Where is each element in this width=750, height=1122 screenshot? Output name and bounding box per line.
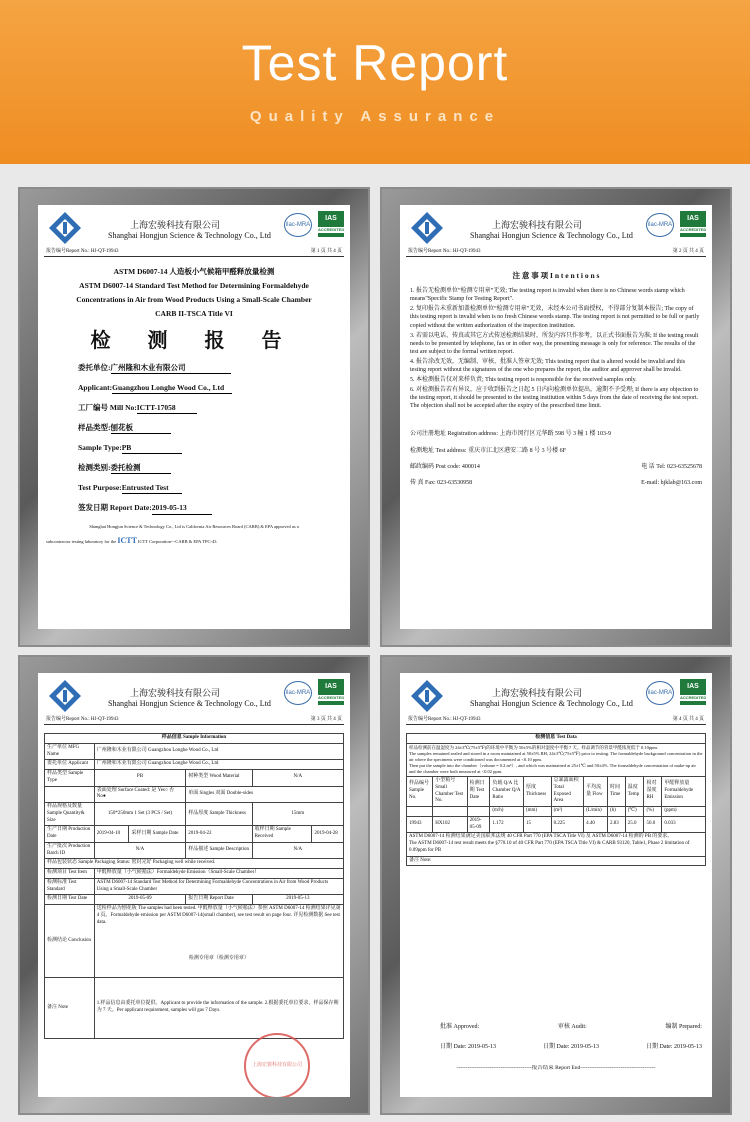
sample-type-en: PB bbox=[122, 443, 182, 454]
report-number: 报告编号Report No.: HJ-QT-19943 bbox=[408, 717, 481, 722]
report-page-4[interactable] bbox=[380, 655, 732, 1115]
client-cn: 广州隆和木业有限公司 bbox=[111, 363, 231, 374]
carb-note-2: subcontractor testing laboratory for the ICTT ICTT Corporation---CARB & EPA TPC-43 bbox=[46, 535, 217, 545]
mill-no: ICTT-17058 bbox=[137, 403, 197, 414]
title-en-3: CARB II-TSCA Title VI bbox=[155, 309, 233, 319]
test-data-note: 备注 Note: bbox=[407, 856, 706, 866]
ilac-mra-logo: ilac-MRA bbox=[284, 681, 312, 705]
registration-address: 公司注册地址 Registration address: 上海市闵行区元华路 598 号 3 幢 1 楼 103-9 bbox=[410, 431, 611, 438]
ias-accredited-logo: IAS ACCREDITED bbox=[318, 211, 344, 237]
intentions-heading: 注 意 事 项 I n t e n t i o n s bbox=[512, 271, 600, 280]
telephone: 电 话 Tel: 023-63525678 bbox=[641, 463, 702, 470]
banner-subtitle: Quality Assurance bbox=[249, 108, 501, 125]
page-number: 第 1 页 共 4 页 bbox=[310, 249, 342, 254]
company-logo-icon bbox=[48, 211, 82, 245]
sample-info-heading: 样品信息 Sample Information bbox=[45, 734, 344, 744]
ilac-mra-logo: ilac-MRA bbox=[284, 213, 312, 237]
report-date: 2019-05-13 bbox=[152, 503, 212, 514]
report-number: 报告编号Report No.: HJ-QT-19943 bbox=[46, 249, 119, 254]
ilac-mra-logo: ilac-MRA bbox=[646, 681, 674, 705]
page-number: 第 2 页 共 4 页 bbox=[672, 249, 704, 254]
report-number: 报告编号Report No.: HJ-QT-19943 bbox=[46, 717, 119, 722]
report-heading: 检 测 报 告 bbox=[90, 329, 298, 352]
company-name-cn: 上海宏骏科技有限公司 bbox=[130, 688, 221, 698]
signature-block: 批准 Approved: 审核 Audit: 编制 Prepared: 日期 Date: 2019-05-13 日期 Date: 2019-05-13 日期 Date: 2019-05-13 bbox=[440, 1024, 702, 1051]
report-page-2[interactable] bbox=[380, 187, 732, 647]
carb-note: Shanghai Hongjun Science & Technology Co., Ltd is California Air Resources Board (CARB) & EPA approved as a bbox=[89, 523, 299, 529]
intentions-list: 1. 报告无检测单位“检测专用章”无效; The testing report is invalid when there is no Chinese words stamp which means"Specific Stamp for Testing Report". 2. 复印报告未重新加盖检测单位“检测专用章”无效，未经本公司书面授权，不得部分复制本报告; The copy of this testing report is invalid when is no fresh Chinese words stamp. The testing report is not permitted to be full or partly copied without the written authorization of the inspection institution. 3. 若需以电话、传真或其它方式传送检测结果时，所发内容只作参考，以正式书面报告为准; If the testing result needs to be presented by telephone, fax or in other way, the presenting message is only for reference. The results of the test are subject to the formal written report. 4. 报告涂改无效，无编制、审核、批准人签章无效; This testing report that is altered would be invalid and this testing report without the signatures of the one who prepares the report, the auditor and approver shall be invalid. 5. 本检测报告仅对来样负责; This testing report is responsible for the received samples only. 6. 对检测报告若有异议，应于收到报告之日起 5 日内向检测单位提出，逾期不予受理; If there is any objection to the testing report, it should be presented to the testing institution within 5 days from the date of receiving the test report. The objection shall not be accepted after the expiry of the prescribed time limit. bbox=[410, 288, 700, 410]
test-address: 检测地址 Test address: 重庆市江北区港安二路 8 号 3 号楼 6F bbox=[410, 447, 566, 454]
testing-seal-stamp: 上海宏骏科技有限公司 bbox=[244, 1033, 310, 1097]
company-logo-icon bbox=[410, 211, 444, 245]
title-en-1: ASTM D6007-14 Standard Test Method for Determining Formaldehyde bbox=[79, 281, 309, 291]
test-purpose-en: Entrusted Test bbox=[122, 483, 182, 494]
test-type-cn: 委托检测 bbox=[111, 463, 171, 474]
table-row: 19943 HX102 2019-05-09 1.172 15 0.225 4.40 2.83 25.0 50.0 0.033 bbox=[407, 816, 706, 833]
report-page-1[interactable]: 上海宏骏科技有限公司 Shanghai Hongjun Science & Technology Co., Ltd ilac-MRA IAS ACCREDITED 报告编号Report No.: HJ-QT-19943 第 1 页 共 4 页 ASTM D6007-14 人造板小气候箱甲醛释放量检测 ASTM D6007-14 Standard Test Method for Determining Formaldehyde Concentrations in Air from Wood Products Using a Small-Scale Chamber CARB II-TSCA Title VI 检 测 报 告 委托单位:广州隆和木业有限公司 Applicant:Guangzhou Longhe Wood Co., Ltd 工厂编号 Mill No:ICTT-17058 样品类型:刨花板 Sample Type:PB 检测类别:委托检测 Test Purpose:Entrusted Test 签发日期 Report Date:2019-05-13 Shanghai Hongjun Science & Technology Co., Ltd is California Air Resources Board (CARB) & EPA approved as a subcontractor testing laboratory for the ICTT ICTT Corporation---CARB & EPA TPC-43 bbox=[18, 187, 370, 647]
ilac-mra-logo: ilac-MRA bbox=[646, 213, 674, 237]
sample-info-table: 样品信息 Sample Information 生产单位 MFG Name 广州隆和木业有限公司 Guangzhou Longhe Wood Co., Ltd 委托单位 Applicant 广州隆和木业有限公司 Guangzhou Longhe Wood Co., Ltd 样品类型 Sample Type PB 树种类型 Wood Material N/A 表面处理 Surface Coated: 是 Yes○ 否 No● 单面 Singles 双面 Double-sides 样品规格及数量 Sample Quantity& Size 150*250mm 1 Set (3 PCS / Set) 样品厚度 Sample Thickness 15mm 生产日期 Production Date 2019-04-10 采样日期 Sample Date 2019-04-22 收样日期 Sample Received 2019-04-28 生产批次 Production Batch ID N/A 样品描述 Sample Description N/A 样品包装状态 Sample Packaging Status: 密封完好 Packaging well while received. 检测项目 Test Item 甲醛释放量（小气候箱法）Formaldehyde Emission（Small-Scale Chamber） 检测标准 Test Standard ASTM D6007-14 Standard Test Method for Determining Formaldehyde Concentrations in Air from Wood Products Using a Small-Scale Chamber 检测日期 Test Date 2019-05-09 报告日期 Report Date 2019-05-13 检测结论 Conclusion 送检样品为刨花板 The samples had been tested. 甲醛释放量（小气候箱法）参照 ASTM D6007-14 检测结果详见第 4 页。Formaldehyde emission per ASTM D6007-14(small chamber), see test result on page four. 详见检测数据 See test data. 检测专用章（检测专用章） 备注 Note 1.样品信息由委托单位提供。Applicant to provide the information of the sample. 2.根据委托单位要求，样品保存期为 7 天。Per applicant requirement, samples will gas 7 Days. bbox=[44, 733, 344, 1039]
sample-type-cn: 刨花板 bbox=[111, 423, 171, 434]
company-logo-icon bbox=[48, 679, 82, 713]
email[interactable]: E-mail: hjklab@163.com bbox=[641, 479, 702, 486]
company-name-cn: 上海宏骏科技有限公司 bbox=[492, 220, 583, 230]
test-data-heading: 检测信息 Test Data bbox=[407, 734, 706, 744]
client-en: Guangzhou Longhe Wood Co., Ltd bbox=[112, 383, 232, 394]
title-en-2: Concentrations in Air from Wood Products Using a Small-Scale Chamber bbox=[76, 295, 312, 305]
banner-title: Test Report bbox=[241, 35, 509, 91]
report-number: 报告编号Report No.: HJ-QT-19943 bbox=[408, 249, 481, 254]
ias-accredited-logo: IAS ACCREDITED bbox=[680, 211, 706, 237]
page-number: 第 4 页 共 4 页 bbox=[672, 717, 704, 722]
post-code: 邮政编码 Post code: 400014 bbox=[410, 463, 480, 470]
company-name-en: Shanghai Hongjun Science & Technology Co., Ltd bbox=[108, 231, 271, 240]
company-name-cn: 上海宏骏科技有限公司 bbox=[130, 220, 221, 230]
report-end: -----------------------------------------报告结束 Report End----------------------------------------- bbox=[456, 1065, 656, 1071]
company-name-en: Shanghai Hongjun Science & Technology Co., Ltd bbox=[470, 231, 633, 240]
company-name-en: Shanghai Hongjun Science & Technology Co., Ltd bbox=[108, 699, 271, 708]
company-name-en: Shanghai Hongjun Science & Technology Co., Ltd bbox=[470, 699, 633, 708]
page-number: 第 3 页 共 4 页 bbox=[310, 717, 342, 722]
test-data-table: 检测信息 Test Data 样品检测前在温湿度为 24±3℃(75±5℉)的环境中平衡为 50±5%的相对湿度中平衡 7 天。样品调节的背景甲醛浓度低于 0.10ppm. The samples remained sealed and stored in a room maintained at 50±5% RH, 24±3℃(75±5℉) prior to testing. The formaldehyde background concentration in the air where the specimens were conditioned was documented at <0.10 ppm. Then put the sample into the chamber（volume = 0.2 m³）, and which was maintained at 25±1℃ and 50±4%. The formaldehyde concentration of make-up air and the chamber were both measured at <0.02 ppm. 样品编号 Sample No. 小型箱号 Small Chamber Test No. 检测日期 Test Date 负载 Q/A 比 Chamber Q/A Ratio 厚度 Thickness 总暴露面积 Total Exposed Area 平均流量 Flow 时间 Time 温度 Temp 相对湿度 RH 甲醛释放量 Formaldehyde Emission (m/h) (mm) (m²) (L/min) (h) (℃) (%) (ppm) 19943 HX102 2019-05-09 1.172 15 0.225 4.40 2.83 25.0 50.0 0.033 ASTM D6007-14 检测结果满足美国联邦法规 40 CFR Part 770 (EPA TSCA Title VI) 及 ASTM D6007-14 检测的 PB 的要求。 The ASTM D6007-14 test result meets the §770.10 of 40 CFR Part 770 (EPA TSCA Title VI) & CARB 93120, Table1, Phase 2 limitation of 0.09ppm for PB 备注 Note: bbox=[406, 733, 706, 866]
company-logo-icon bbox=[410, 679, 444, 713]
report-page-3[interactable] bbox=[18, 655, 370, 1115]
banner bbox=[0, 0, 750, 164]
company-name-cn: 上海宏骏科技有限公司 bbox=[492, 688, 583, 698]
fax: 传 真 Fax: 023-63530958 bbox=[410, 479, 473, 486]
ias-accredited-logo: IAS ACCREDITED bbox=[680, 679, 706, 705]
ias-accredited-logo: IAS ACCREDITED bbox=[318, 679, 344, 705]
title-cn: ASTM D6007-14 人造板小气候箱甲醛释放量检测 bbox=[113, 267, 275, 276]
